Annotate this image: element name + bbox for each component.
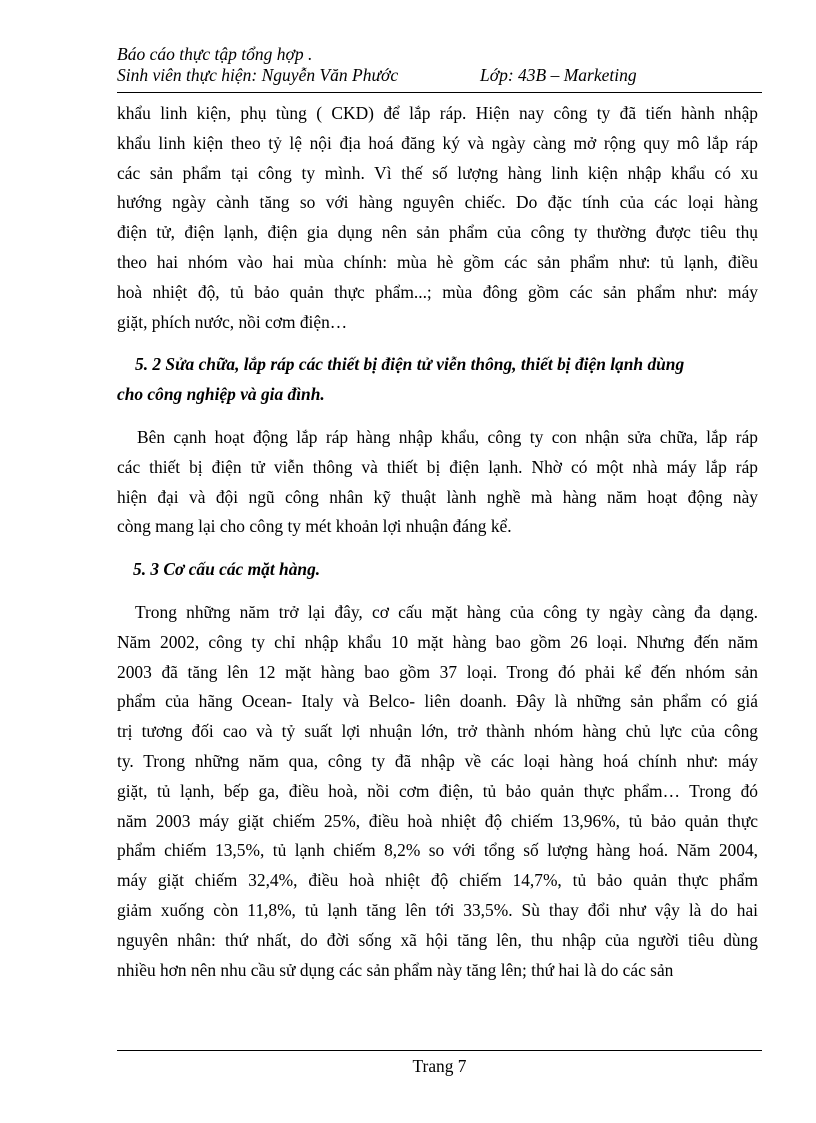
footer-divider: [117, 1050, 762, 1051]
text-line: khẩu linh kiện, phụ tùng ( CKD) để lắp ráp. Hiện nay công ty đã tiến hành nhập: [117, 103, 758, 123]
section-heading-5-2: [117, 350, 758, 410]
text-line: khẩu linh kiện theo tỷ lệ nội địa hoá đăng ký và ngày càng mở rộng quy mô lắp ráp: [117, 132, 758, 153]
text-line: năm 2003 máy giặt chiếm 25%, điều hoà nhiệt độ chiếm 13,96%, tủ bảo quản thực: [117, 810, 758, 831]
text-line: máy giặt chiếm 32,4%, điều hoà nhiệt độ chiếm 14,7%, tủ bảo quản thực phẩm: [117, 870, 758, 891]
class-label: Lớp: 43B – Marketing: [480, 65, 637, 85]
text-line: 2003 đã tăng lên 12 mặt hàng bao gồm 37 loại. Trong đó phải kể đến nhóm sản: [117, 661, 758, 682]
text-line: Năm 2002, công ty chỉ nhập khẩu 10 mặt hàng bao gồm 26 loại. Nhưng đến năm: [117, 631, 758, 652]
text-line: các sản phẩm tại công ty mình. Vì thế số lượng hàng linh kiện nhập khẩu có xu: [117, 162, 758, 183]
paragraph-1: [117, 99, 758, 337]
text-line: Trong những năm trở lại đây, cơ cấu mặt hàng của công ty ngày càng đa dạng.: [135, 601, 758, 622]
header-divider: [117, 92, 762, 93]
page-number: Trang 7: [412, 1056, 467, 1076]
heading-line: cho công nghiệp và gia đình.: [117, 384, 325, 405]
text-line: phẩm chiếm 13,5%, tủ lạnh chiếm 8,2% so với tổng số lượng hàng hoá. Năm 2004,: [117, 840, 758, 861]
text-line: các thiết bị điện tử viễn thông và thiết bị điện lạnh. Nhờ có một nhà máy lắp ráp: [117, 456, 758, 477]
text-line: ty. Trong những năm qua, công ty đã nhập về các loại hàng hoá chính như: máy: [117, 750, 758, 771]
paragraph-3: [117, 598, 758, 985]
heading-line: 5. 3 Cơ cấu các mặt hàng.: [133, 559, 321, 580]
text-line: hiện đại và đội ngũ công nhân kỹ thuật lành nghề mà hàng năm hoạt động này: [117, 486, 758, 507]
text-line: giặt, tủ lạnh, bếp ga, điều hoà, nồi cơm điện, tủ bảo quản thực phẩm… Trong đó: [117, 780, 758, 801]
paragraph-2: [117, 423, 758, 542]
page-body: [117, 99, 758, 985]
heading-line: 5. 2 Sửa chữa, lắp ráp các thiết bị điện tử viễn thông, thiết bị điện lạnh dùng: [135, 354, 685, 375]
text-line: phẩm của hãng Ocean- Italy và Belco- liên doanh. Đây là những sản phẩm có giá: [117, 691, 758, 712]
text-line: trị tương đối cao và tỷ suất lợi nhuận lớn, trở thành nhóm hàng chủ lực của công: [117, 721, 758, 742]
text-line: hướng ngày cành tăng so với hàng nguyên chiếc. Do đặc tính của các loại hàng: [117, 192, 758, 213]
text-line: nguyên nhân: thứ nhất, do đời sống xã hội tăng lên, thu nhập của người tiêu dùng: [117, 929, 758, 950]
text-line: hoà nhiệt độ, tủ bảo quản thực phẩm...; mùa đông gồm các sản phẩm như: máy: [117, 281, 758, 302]
text-line: Bên cạnh hoạt động lắp ráp hàng nhập khẩu, công ty con nhận sửa chữa, lắp ráp: [137, 426, 758, 447]
page-header: [117, 44, 762, 86]
text-line: giảm xuống còn 11,8%, tủ lạnh tăng lên tới 33,5%. Sù thay đổi như vậy là do hai: [117, 899, 758, 920]
text-line: giặt, phích nước, nồi cơm điện…: [117, 311, 348, 332]
report-title: Báo cáo thực tập tổng hợp .: [117, 44, 313, 64]
text-line: nhiều hơn nên nhu cầu sử dụng các sản phẩm này tăng lên; thứ hai là do các sản: [117, 959, 674, 980]
student-name: Sinh viên thực hiện: Nguyễn Văn Phước: [117, 65, 399, 85]
section-heading-5-3: [117, 555, 758, 585]
text-line: điện tử, điện lạnh, điện gia dụng nên sản phẩm của công ty thường được tiêu thụ: [117, 222, 758, 243]
text-line: còng mang lại cho công ty mét khoản lợi nhuận đáng kể.: [117, 516, 512, 537]
text-line: theo hai nhóm vào hai mùa chính: mùa hè gồm các sản phẩm như: tủ lạnh, điều: [117, 251, 758, 272]
